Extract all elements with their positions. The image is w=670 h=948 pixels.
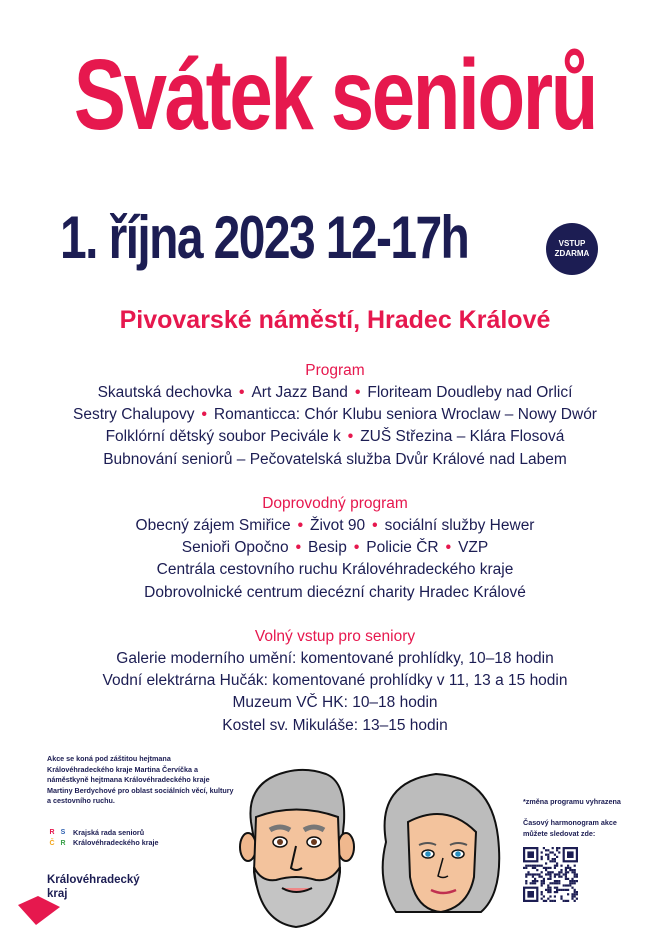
line-item: Floriteam Doudleby nad Orlicí: [367, 384, 573, 401]
line-item: Skautská dechovka: [97, 384, 232, 401]
bullet-separator: •: [297, 517, 303, 534]
line-item: Muzeum VČ HK: 10–18 hodin: [232, 694, 438, 712]
line-item: Bubnování seniorů – Pečovatelská služba Dvůr Králové nad Labem: [103, 450, 567, 468]
program-lines: [0, 382, 670, 471]
program-heading: Program: [305, 362, 365, 379]
line-item: Kostel sv. Mikuláše: 13–15 hodin: [222, 716, 448, 734]
line-item: Folklórní dětský soubor Pecivále k: [105, 428, 341, 446]
seniors-illustration: [236, 762, 506, 942]
bullet-separator: •: [445, 539, 452, 557]
line-item: ZUŠ Střezina – Klára Flosová: [360, 428, 565, 446]
senior-man-icon: [240, 770, 354, 927]
text-line: [0, 426, 670, 448]
text-line: [0, 670, 670, 692]
bullet-separator: •: [372, 517, 378, 534]
program-section: [0, 360, 670, 471]
text-line: [0, 692, 670, 714]
program-change-note: *změna programu vyhrazena: [523, 797, 621, 806]
line-item: sociální služby Hewer: [384, 517, 535, 534]
accompanying-lines: [0, 515, 670, 604]
region-heart-icon: [16, 893, 62, 927]
line-item: Centrála cestovního ruchu Královéhradeckého kraje: [156, 561, 514, 579]
text-line: [0, 559, 670, 581]
qr-code-icon[interactable]: [523, 847, 578, 902]
badge-line-2: ZDARMA: [554, 249, 590, 258]
line-item: Galerie moderního umění: komentované prohlídky, 10–18 hodin: [116, 650, 554, 667]
line-item: Besip: [308, 539, 347, 557]
line-item: Senioři Opočno: [181, 539, 289, 557]
free-entry-heading: Volný vstup pro seniory: [254, 628, 416, 645]
text-line: [0, 404, 670, 426]
text-line: [0, 449, 670, 471]
text-line: [0, 515, 670, 537]
poster-title: Svátek seniorů: [73, 39, 597, 151]
accompanying-heading: Doprovodný program: [262, 495, 408, 512]
bullet-separator: •: [347, 428, 354, 446]
line-item: Dobrovolnické centrum diecézní charity Hradec Králové: [144, 583, 526, 601]
free-entry-badge: [546, 223, 598, 275]
text-line: [0, 715, 670, 737]
line-item: Art Jazz Band: [251, 384, 348, 401]
text-line: [0, 537, 670, 559]
rsr-logo-mark: [47, 827, 68, 848]
rsr-letter: R: [49, 828, 55, 836]
bullet-separator: •: [239, 384, 245, 401]
venue: Pivovarské náměstí, Hradec Králové: [119, 306, 551, 334]
line-item: Sestry Chalupovy: [73, 406, 195, 424]
text-line: [0, 582, 670, 604]
accompanying-section: [0, 493, 670, 604]
senior-woman-icon: [383, 774, 500, 912]
rsr-logo: [47, 827, 159, 848]
rsr-letter: S: [60, 828, 66, 836]
bullet-separator: •: [201, 406, 207, 424]
patronage-text: Akce se koná pod záštitou hejtmana Královéhradeckého kraje Martina Červíčka a náměstkyně hejtmana Královéhradeckého kraje Martiny Berdychové pro oblast sociálních věcí, kultury a cestovního ruchu.: [47, 754, 234, 805]
line-item: Život 90: [310, 517, 366, 534]
text-line: [0, 648, 670, 670]
rsr-letter: Č: [49, 839, 55, 847]
schedule-note: Časový harmonogram akce můžete sledovat zde:: [523, 818, 617, 838]
bullet-separator: •: [353, 539, 360, 557]
rsr-letter: R: [60, 839, 66, 847]
line-item: Vodní elektrárna Hučák: komentované prohlídky v 11, 13 a 15 hodin: [102, 672, 568, 690]
line-item: VZP: [458, 539, 489, 557]
rsr-name-line-1: Krajská rada seniorů: [73, 827, 145, 837]
event-date-time: 1. října 2023 12-17h: [60, 204, 469, 271]
bullet-separator: •: [354, 384, 361, 401]
text-line: [0, 382, 670, 404]
line-item: Policie ČR: [366, 539, 439, 557]
free-entry-section: [0, 626, 670, 737]
free-entry-lines: [0, 648, 670, 737]
bullet-separator: •: [295, 539, 302, 557]
region-logo-line-1: Královéhradecký: [47, 874, 140, 886]
rsr-name-line-2: Královéhradeckého kraje: [73, 837, 159, 847]
line-item: Romanticca: Chór Klubu seniora Wroclaw – Nowy Dwór: [213, 406, 597, 424]
badge-line-1: VSTUP: [558, 239, 586, 248]
region-logo-line-2: kraj: [47, 888, 68, 900]
line-item: Obecný zájem Smiřice: [135, 517, 291, 534]
